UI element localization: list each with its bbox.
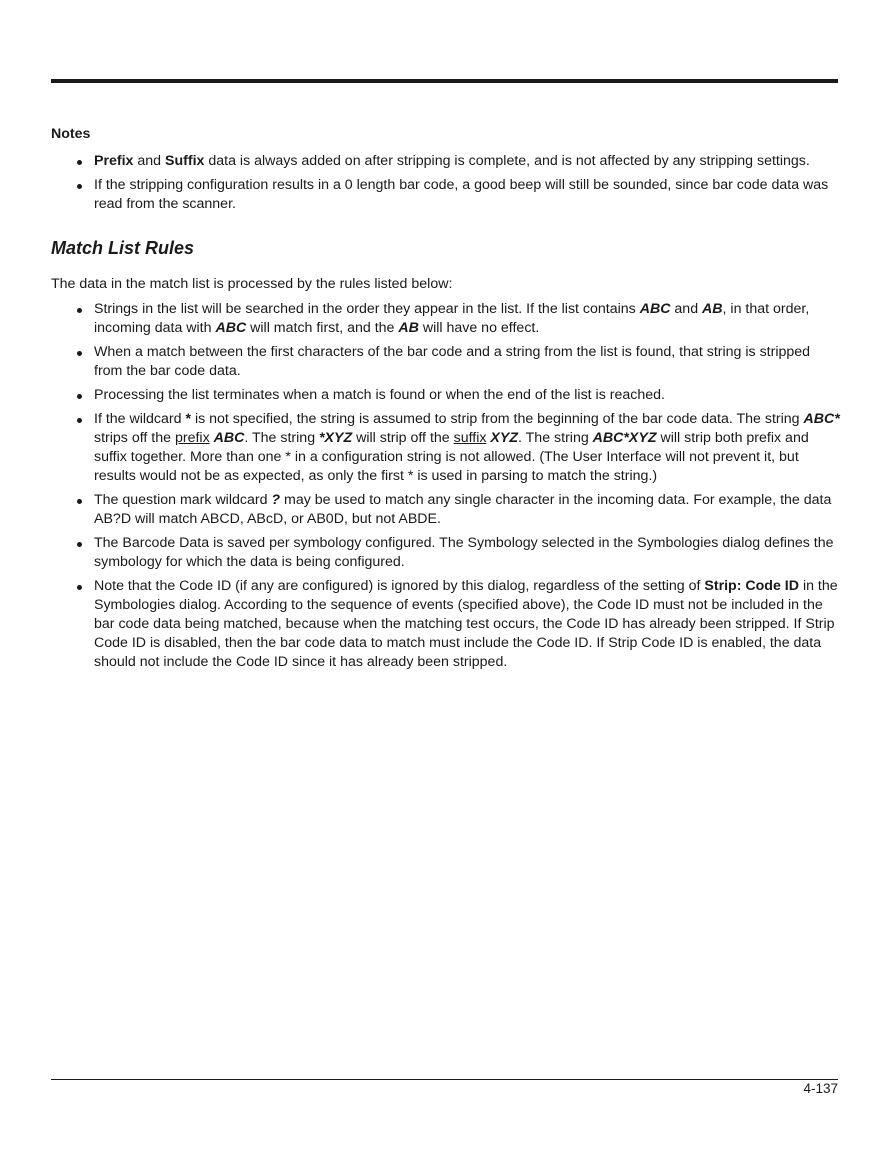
list-item bbox=[51, 534, 841, 572]
rules-list bbox=[51, 300, 841, 672]
text-run: will strip off the bbox=[352, 430, 454, 446]
text-run: Strip: Code ID bbox=[704, 578, 799, 594]
text-run: *XYZ bbox=[319, 430, 353, 446]
text-run: will strip both prefix and suffix together. More than one * in a configuration string is not allowed. (The User Interface will not prevent it, but results would not be as expected, as only the first * is used in parsing to match the string.) bbox=[94, 430, 809, 484]
text-run: * bbox=[185, 411, 192, 427]
text-run: in the Symbologies dialog. According to the sequence of events (specified above), the Code ID must not be included in the bar code data being matched, because when the matching test occurs, the Code ID has already been stripped. If Strip Code ID is disabled, then the bar code data to match must include the Code ID. If Strip Code ID is enabled, the data should not include the Code ID since it has already been stripped. bbox=[94, 578, 838, 670]
text-run: Suffix bbox=[165, 153, 205, 169]
text-run: may be used to match any single character in the incoming data. For example, the data AB?D will match ABCD, ABcD, or AB0D, but not ABDE. bbox=[94, 492, 832, 527]
section-intro: The data in the match list is processed by the rules listed below: bbox=[51, 276, 453, 292]
footer-rule bbox=[51, 1079, 838, 1080]
text-run: . The string bbox=[244, 430, 320, 446]
text-run: Processing the list terminates when a match is found or when the end of the list is reached. bbox=[94, 387, 665, 403]
list-item bbox=[51, 152, 841, 171]
text-run: ABC bbox=[213, 430, 245, 446]
list-item bbox=[51, 176, 841, 214]
list-item bbox=[51, 410, 841, 486]
text-run: is not specified, the string is assumed to strip from the beginning of the bar code data. The string bbox=[191, 411, 804, 427]
list-item bbox=[51, 491, 841, 529]
text-run: AB bbox=[702, 301, 723, 317]
text-run: strips off the bbox=[94, 430, 175, 446]
text-run: Prefix bbox=[94, 153, 134, 169]
text-run: When a match between the first characters of the bar code and a string from the list is found, that string is stripped from the bar code data. bbox=[94, 344, 811, 379]
text-run: ABC bbox=[639, 301, 671, 317]
text-run: ABC* bbox=[803, 411, 840, 427]
list-item bbox=[51, 343, 841, 381]
notes-heading: Notes bbox=[51, 126, 91, 142]
text-run: data is always added on after stripping is complete, and is not affected by any stripping settings. bbox=[204, 153, 810, 169]
page-number: 4-137 bbox=[803, 1081, 838, 1096]
page-content bbox=[51, 125, 841, 677]
text-run: suffix bbox=[453, 430, 487, 446]
text-run: . The string bbox=[518, 430, 593, 446]
text-run: The Barcode Data is saved per symbology configured. The Symbology selected in the Symbologies dialog defines the symbology for which the data is being configured. bbox=[94, 535, 834, 570]
text-run: , in that order, incoming data with bbox=[94, 301, 810, 336]
list-item bbox=[51, 300, 841, 338]
list-item bbox=[51, 577, 841, 672]
text-run: Note that the Code ID (if any are configured) is ignored by this dialog, regardless of the setting of bbox=[94, 578, 705, 594]
text-run: Strings in the list will be searched in the order they appear in the list. If the list contains bbox=[94, 301, 640, 317]
text-run: If the stripping configuration results in a 0 length bar code, a good beep will still be sounded, since bar code data was read from the scanner. bbox=[94, 177, 829, 212]
text-run: will have no effect. bbox=[418, 320, 540, 336]
text-run: will match first, and the bbox=[246, 320, 399, 336]
notes-list bbox=[51, 152, 841, 214]
text-run: ABC*XYZ bbox=[592, 430, 657, 446]
text-run: prefix bbox=[174, 430, 210, 446]
section-heading: Match List Rules bbox=[51, 238, 195, 258]
text-run: ABC bbox=[215, 320, 247, 336]
text-run: ? bbox=[271, 492, 281, 508]
text-run: and bbox=[133, 153, 165, 169]
text-run: and bbox=[670, 301, 703, 317]
list-item bbox=[51, 386, 841, 405]
text-run: The question mark wildcard bbox=[94, 492, 272, 508]
text-run: AB bbox=[398, 320, 419, 336]
header-rule bbox=[51, 79, 838, 83]
text-run: XYZ bbox=[490, 430, 519, 446]
text-run: If the wildcard bbox=[94, 411, 186, 427]
